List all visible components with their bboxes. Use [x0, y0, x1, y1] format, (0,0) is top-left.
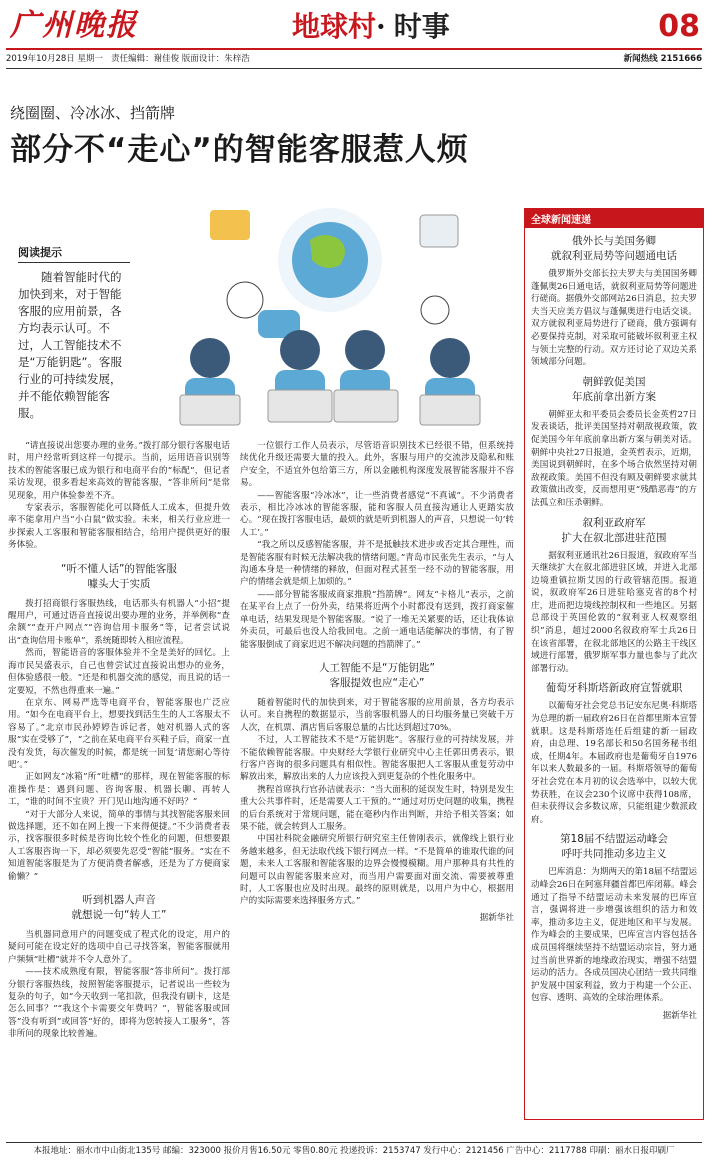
brief-title: 葡萄牙科斯塔新政府宣誓就职	[545, 682, 683, 695]
article-kicker: 绕圈圈、冷冰冰、挡箭牌	[10, 104, 176, 122]
masthead-logo: 广州晚报	[10, 8, 138, 43]
subhead-1: “听不懂人话”的智能客服 噱头大于实质	[61, 562, 177, 590]
intro-text: 随着智能时代的加快到来，对于智能客服的应用前景，各方均表示认可。不过，人工智能技术不是“万能钥匙”。客服行业的可持续发展，并不能依赖智能客服。	[18, 270, 122, 420]
brief-text: 朝鲜亚太和平委员会委员长金英哲27日发表谈话，批评美国坚持对朝敌视政策，敦促美国今年年底前拿出新方案与朝美对话。朝鲜中央社27日报道，金英哲表示，近期，美国说到朝鲜时，在多个场合依然坚持对朝敌视政策。美国不但没有顾及朝鲜要求就其政策做出改变，反而想用更“残酷恶毒”的方法孤立和压杀朝鲜。	[531, 409, 697, 508]
brief-item	[525, 681, 703, 826]
news-hotline: 新闻热线 2151666	[623, 54, 702, 64]
paragraph: 在京东、网易严选等电商平台，智能客服也广泛应用。“如今在电商平台上，想要找到活生生的人工客服太不容易了。”北京市民孙婷婷告诉记者，她对机器人式的客服“实在受够了”，“之前在某电商平台买鞋子后，商家一直没有发货，每次催发的时候，都是统一回复‘请您耐心等待吧’。”	[8, 697, 230, 770]
issue-date: 2019年10月28日 星期一 责任编辑：谢佳俊 版面设计：朱梓浩	[6, 54, 250, 64]
paragraph: 中国社科院金融研究所银行研究室主任曾刚表示，就像线上银行业务越来越多，但无法取代线下银行网点一样。“不是简单的谁取代谁的问题，未来人工客服和智能客服的边界会慢慢模糊。用户那种具有共性的问题可以由智能客服来应对，而当用户需要面对面交流、需要被尊重时，人工客服也应及时出现。最终的原则就是，以用户为中心，根据用户的实际需要来选择服务方式。”	[240, 834, 514, 907]
paragraph: 然而，智能语音的客服体验并不全是美好的回忆。上海市民吴盛表示，自己也曾尝试过直接说出想办的业务，但体验感很一般。“还是和机器交流的感觉，而且说的话一定要短，不然也得重来一遍。”	[8, 648, 230, 696]
intro-label: 阅读提示	[18, 244, 130, 263]
header-rule	[6, 48, 702, 50]
paragraph: ——技术成熟度有限，智能客服“答非所问”。拨打部分银行客服热线，按照智能客服提示，记者说出一些较为复杂的句子，如“今天收到一笔扣款，但我没有刷卡，这是怎么回事？”“我这个卡需要交年费吗？”，智能客服或回答“没有听到”或回答“好的，即将为您转接人工服务”，答非所问的现象比较普遍。	[8, 967, 230, 1040]
paragraph: “请直接说出您要办理的业务。”拨打部分银行客服电话时，用户经常听到这样一句提示。当前，运用语音识别等技术的智能客服已成为银行和电商平台的“标配”，但记者采访发现，很多看起来高效的智能客服，“答非所问”是常见现象，用户体验参差不齐。	[8, 441, 230, 501]
paragraph: 当机器同意用户的问题变成了程式化的设定，用户的疑问可能在设定好的选项中自己寻找答案，智能客服就用户频频“吐槽”就并不令人意外了。	[8, 930, 230, 965]
section-title	[292, 10, 450, 44]
paragraph: 拨打招商银行客服热线，电话那头有机器人“小招”提醒用户，可通过语音直接说出要办理的业务，并举例称“查余额”“查开户网点”“咨询信用卡服务”等，记者尝试说出“查询信用卡账单”，系统随即转入相应流程。	[8, 598, 230, 646]
brief-text: 以葡萄牙社会党总书记安东尼奥·科斯塔为总理的新一届政府26日在首都里斯本宣誓就职。这是科斯塔连任后组建的新一届政府，由总理、19名部长和50名国务秘书组成，任期4年。本届政府也是葡萄牙自1976年以来人数最多的一届。科斯塔领导的葡萄牙社会党在本月初的议会选举中，以较大优势获胜，在议会230个议席中获得108席，但未获得议会多数议席，只能组建少数派政府。	[531, 701, 698, 825]
info-bar	[6, 52, 702, 66]
article-column-1	[8, 440, 230, 1041]
section-title-a: 地球村	[292, 10, 377, 43]
brief-item	[525, 234, 703, 369]
brief-text: 巴库消息：为期两天的第18届不结盟运动峰会26日在阿塞拜疆首都巴库闭幕。峰会通过了指导不结盟运动未来发展的巴库宣言，强调将进一步增强该组织的活力和效率，推动多边主义，促进地区和平与发展。作为峰会的主要成果，巴库宣言内容包括各成员国将继续坚持不结盟运动宗旨，努力通过当前世界新的地缘政治现实，增强不结盟运动的活力。各成员国决心团结一致共同维护发展中国家利益，致力于构建一个公正、包容、透明、高效的全球治理体系。	[531, 867, 697, 1004]
brief-title: 朝鲜敦促美国 年底前拿出新方案	[572, 375, 656, 403]
subhead-3: 人工智能不是“万能钥匙” 客服提效也应“走心”	[319, 661, 435, 689]
paragraph: 专家表示，客服智能化可以降低人工成本，但提升效率不能拿用户当“小白鼠”做实验。未来，相关行业应进一步探索人工客服和智能客服相结合，给用户提供更好的服务体验。	[8, 503, 230, 551]
news-briefs-sidebar	[524, 208, 704, 1120]
sidebar-byline: 据新华社	[662, 1010, 697, 1021]
brief-title: 第18届不结盟运动峰会 呼吁共同推动多边主义	[560, 833, 668, 861]
paragraph: 随着智能时代的加快到来，对于智能客服的应用前景，各方均表示认可。来自携程的数据显示，当前客服机器人的日均服务量已突破千万人次，在机票、酒店售后客服总量的占比达到超过70%。	[240, 697, 514, 733]
paragraph: ——智能客服“冷冰冰”，让一些消费者感觉“不真诚”。不少消费者表示，相比冷冰冰的智能客服，能和客服人员直接沟通让人更踏实放心。“现在拨打客服电话，最烦的就是听到机器人的声音，只想说一句‘转人工’。”	[240, 490, 514, 538]
brief-item	[525, 832, 703, 1005]
info-rule	[6, 68, 702, 69]
brief-title: 叙利亚政府军 扩大在叙北部进驻范围	[561, 516, 667, 544]
subhead-2: 听到机器人声音 就想说一句“转人工”	[71, 894, 167, 921]
paragraph: 不过，人工智能技术不是“万能钥匙”。客服行业的可持续发展，并不能依赖智能客服。中央财经大学银行业研究中心主任郭田勇表示，银行客户咨询的很多问题具有相似性。智能客服把人工客服从重复劳动中解放出来，解放出来的人力应该投入到更复杂的个性化服务中。	[240, 735, 514, 783]
paragraph: 一位银行工作人员表示，尽管语音识别技术已经很不错，但系统持续优化升级还需要大量的投入。此外，客服与用户的交流涉及隐私和账户安全，不适宜外包给第三方，所以金融机构深度发展智能客服并不容易。	[240, 441, 514, 489]
article-byline: 据新华社	[479, 912, 514, 923]
paragraph: “我之所以反感智能客服，并不是抵触技术进步或否定其合理性，而是智能客服有时候无法解决我的情绪问题。”青岛市民张先生表示，“与人沟通本身是一种情绪的释放，但面对程式甚至一经不动的智能客服，用户的情绪会就是烦上加烦的。”	[240, 540, 514, 588]
brief-text: 俄罗斯外交部长拉夫罗夫与美国国务卿蓬佩奥26日通电话，就叙利亚局势等问题进行磋商。据俄外交部网站26日消息，拉夫罗夫当天应美方倡议与蓬佩奥进行电话交谈。双方就叙利亚局势进行了磋商，俄方强调有必要保持克制，对采取可能破坏叙利亚主权与领土完整的行动。双方还讨论了双边关系领域部分问题。	[531, 269, 697, 368]
intro-box	[18, 244, 130, 422]
paragraph: 正如网友“冰箱”所“吐槽”的那样，现在智能客服的标准操作是：遇到问题、咨询客服、机器长聊、再转人工，“谁的时间不宝贵？开门见山地沟通不好吗？”	[8, 772, 230, 808]
page-number: 08	[658, 9, 700, 44]
article-headline: 部分不“走心”的智能客服惹人烦	[10, 132, 469, 168]
page-footer: 本报地址：丽水市中山街北135号 邮编：323000 报价月售16.50元 零售0.80元 投递投诉：2153747 发行中心：2121456 广告中心：2117788 印刷：丽水日报印刷厂	[6, 1142, 702, 1158]
call-center-illustration	[150, 190, 510, 430]
brief-item	[525, 516, 703, 676]
paragraph: 携程首席执行官孙洁就表示：“当大面积的延误发生时，特别是发生重大公共事件时，还是需要人工干预的。”“通过对历史问题的收集，携程的后台系统对于常规问题，能在毫秒内作出判断，并给予相关答案；如果不能，就会转到人工服务。	[240, 784, 514, 832]
brief-title: 俄外长与美国务卿 就叙利亚局势等问题通电话	[551, 235, 677, 262]
paragraph: ——部分智能客服成商家推脱“挡箭牌”。网友“卡格儿”表示，之前在某平台上点了一份外卖，结果将近两个小时都没有送到，拨打商家催单电话，结果发现是个智能客服。“说了一堆无关紧要的话，还让我体谅外卖员，可最后也没人给我回电。之前一通电话能解决的事情，有了智能客服倒成了商家迟迟不解决问题的挡箭牌了。”	[240, 589, 514, 650]
brief-item	[525, 375, 703, 510]
brief-text: 据叙利亚通讯社26日报道，叙政府军当天继续扩大在叙北部进驻区域，并进入北部边境重镇拉斯艾因的行政管辖范围。报道说，叙政府军26日进驻哈塞克省的8个村庄，进而把边境线控制权和一些地区。另据总部设于英国伦敦的“叙利亚人权观察组织”消息，超过2000名叙政府军士兵26日在该省部署，在叙北部地区的公路主干线区域进行部署，俄罗斯军事力量也参与了此次部署行动。	[531, 550, 697, 674]
article-column-2	[240, 440, 514, 924]
section-title-b: 时事	[393, 10, 450, 43]
sidebar-header: 全球新闻速递	[525, 209, 703, 228]
paragraph: “对于大部分人来说，简单的事情与其找智能客服来回做选择题，还不如在网上搜一下来得便捷。”不少消费者表示，找客服很多时候是咨询比较个性化的问题，但想要跟人工客服咨询一下，却必须要先忍受“智能”服务。“实在不知道智能客服是为了方便消费者解惑，还是为了方便商家偷懒？”	[8, 809, 230, 882]
section-title-dot: ·	[376, 10, 386, 43]
